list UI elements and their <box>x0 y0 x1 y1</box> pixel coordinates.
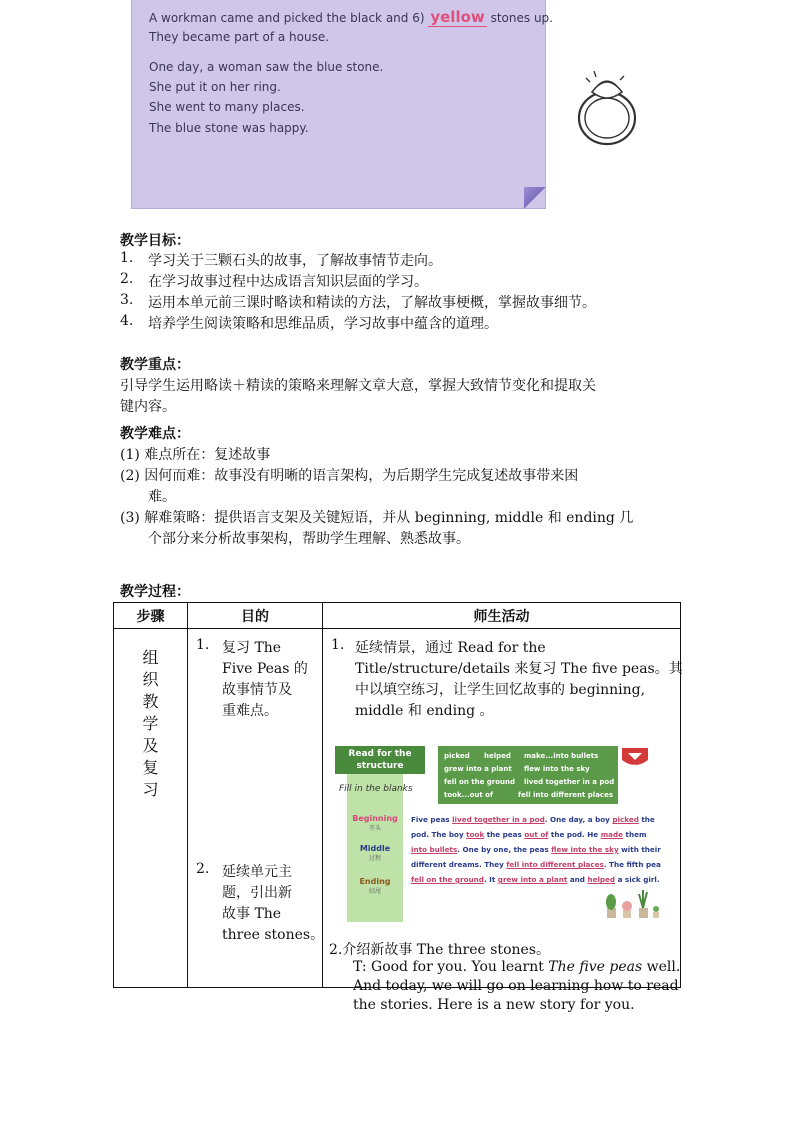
header-step: 步骤 <box>114 603 188 629</box>
process-table <box>113 602 683 1013</box>
brand-logo-icon <box>620 746 650 770</box>
key-points-text: 引导学生运用略读＋精读的策略来理解文章大意，掌握大致情节变化和提取关 <box>120 378 596 394</box>
story-line-3: One day, a woman saw the blue stone. <box>149 60 384 74</box>
story-line-1: A workman came and picked the black and 6) yellow stones up. <box>149 8 553 26</box>
objective-num: 2. <box>120 271 134 287</box>
difficulty-item: 难。 <box>148 489 176 505</box>
objective-item: 在学习故事过程中达成语言知识层面的学习。 <box>148 274 428 290</box>
story-line-4: She put it on her ring. <box>149 80 281 94</box>
ring-illustration <box>572 68 642 148</box>
objectives-heading: 教学目标： <box>120 233 190 249</box>
objective-item: 培养学生阅读策略和思维品质，学习故事中蕴含的道理。 <box>148 316 498 332</box>
story-line-2: They became part of a house. <box>149 30 330 44</box>
objective-num: 1. <box>120 250 134 266</box>
label-ending: Ending 结尾 <box>359 877 391 895</box>
difficulty-item: (2) 因何而难：故事没有明晰的语言架构，为后期学生完成复述故事带来困 <box>120 468 579 484</box>
objective-item: 学习关于三颗石头的故事，了解故事情节走向。 <box>148 253 442 269</box>
table-row <box>114 629 681 988</box>
slide-image <box>333 744 666 922</box>
slide-title: Read for the structure <box>335 746 425 774</box>
purpose-cell: 1. 复习 The Five Peas 的 故事情节及 重难点。 2. 延续单元主 题，引出新 故事 The three stones。 <box>188 629 323 988</box>
svg-text:THEART: THEART <box>627 764 643 769</box>
key-points-text: 键内容。 <box>120 399 176 415</box>
slide-subtitle: Fill in the blanks <box>339 784 413 794</box>
objective-num: 3. <box>120 292 134 308</box>
story-card <box>131 0 553 209</box>
header-purpose: 目的 <box>188 603 323 629</box>
step-label: 组 织 教 学 及 复 习 <box>142 648 159 799</box>
potted-plants-icon <box>603 888 663 920</box>
step-cell <box>114 629 188 988</box>
story-line-6: The blue stone was happy. <box>149 121 309 135</box>
objective-item: 运用本单元前三课时略读和精读的方法，了解故事梗概，掌握故事细节。 <box>148 295 596 311</box>
slide-story-text: Five peas lived together in a pod. One day, a boy picked the pod. The boy took the peas out of the pod. He made them into bullets. One by one, the peas flew into the sky with their different dreams. They fell into different places. The fifth pea fell on the ground. It grew into a plant and helped a sick girl. <box>411 815 661 884</box>
header-activity: 师生活动 <box>323 603 681 629</box>
difficulty-item: (3) 解难策略：提供语言支架及关键短语，并从 beginning, middle 和 ending 几 <box>120 510 634 526</box>
word-bank: picked helped make...into bullets grew into a plant flew into the sky fell on the ground lived together in a pod took...out of fell into different places <box>438 746 618 804</box>
difficulty-item: 个部分来分析故事架构，帮助学生理解、熟悉故事。 <box>148 531 470 547</box>
activity-cell: 1. 延续情景，通过 Read for the Title/structure/details 来复习 The five peas。其 中以填空练习，让学生回忆故事的 beginning, middle 和 ending 。 Read for the structure Fill in the blanks Beginning 开头 Middle 过程 Ending 结尾 picked helped make...into bullets grew into a plant flew into the sky fell on the ground lived together in a pod took...out of fell into different places THEART Five peas lived together in a pod. One day, a boy picked the pod. The boy took the peas out of the pod. He made them into bullets. One by one, the peas flew into the sky with their different dreams. They fell into different places. The fifth pea fell on the ground. It grew into a plant and helped a sick girl. 2.介绍新故事 The three stones。 T: Good for you. You learnt The five peas well. And today, we will go on learning how to read the stories. Here is a new story for you. <box>323 629 681 988</box>
difficulties-heading: 教学难点： <box>120 426 190 442</box>
key-points-heading: 教学重点： <box>120 357 190 373</box>
page-curl <box>524 187 546 209</box>
table-header-row <box>114 603 681 629</box>
label-beginning: Beginning 开头 <box>352 814 398 832</box>
story-line-5: She went to many places. <box>149 100 305 114</box>
label-middle: Middle 过程 <box>359 844 391 862</box>
objective-num: 4. <box>120 313 134 329</box>
process-heading: 教学过程： <box>120 584 190 600</box>
difficulty-item: (1) 难点所在：复述故事 <box>120 447 271 463</box>
answer-blank: yellow <box>430 8 485 26</box>
